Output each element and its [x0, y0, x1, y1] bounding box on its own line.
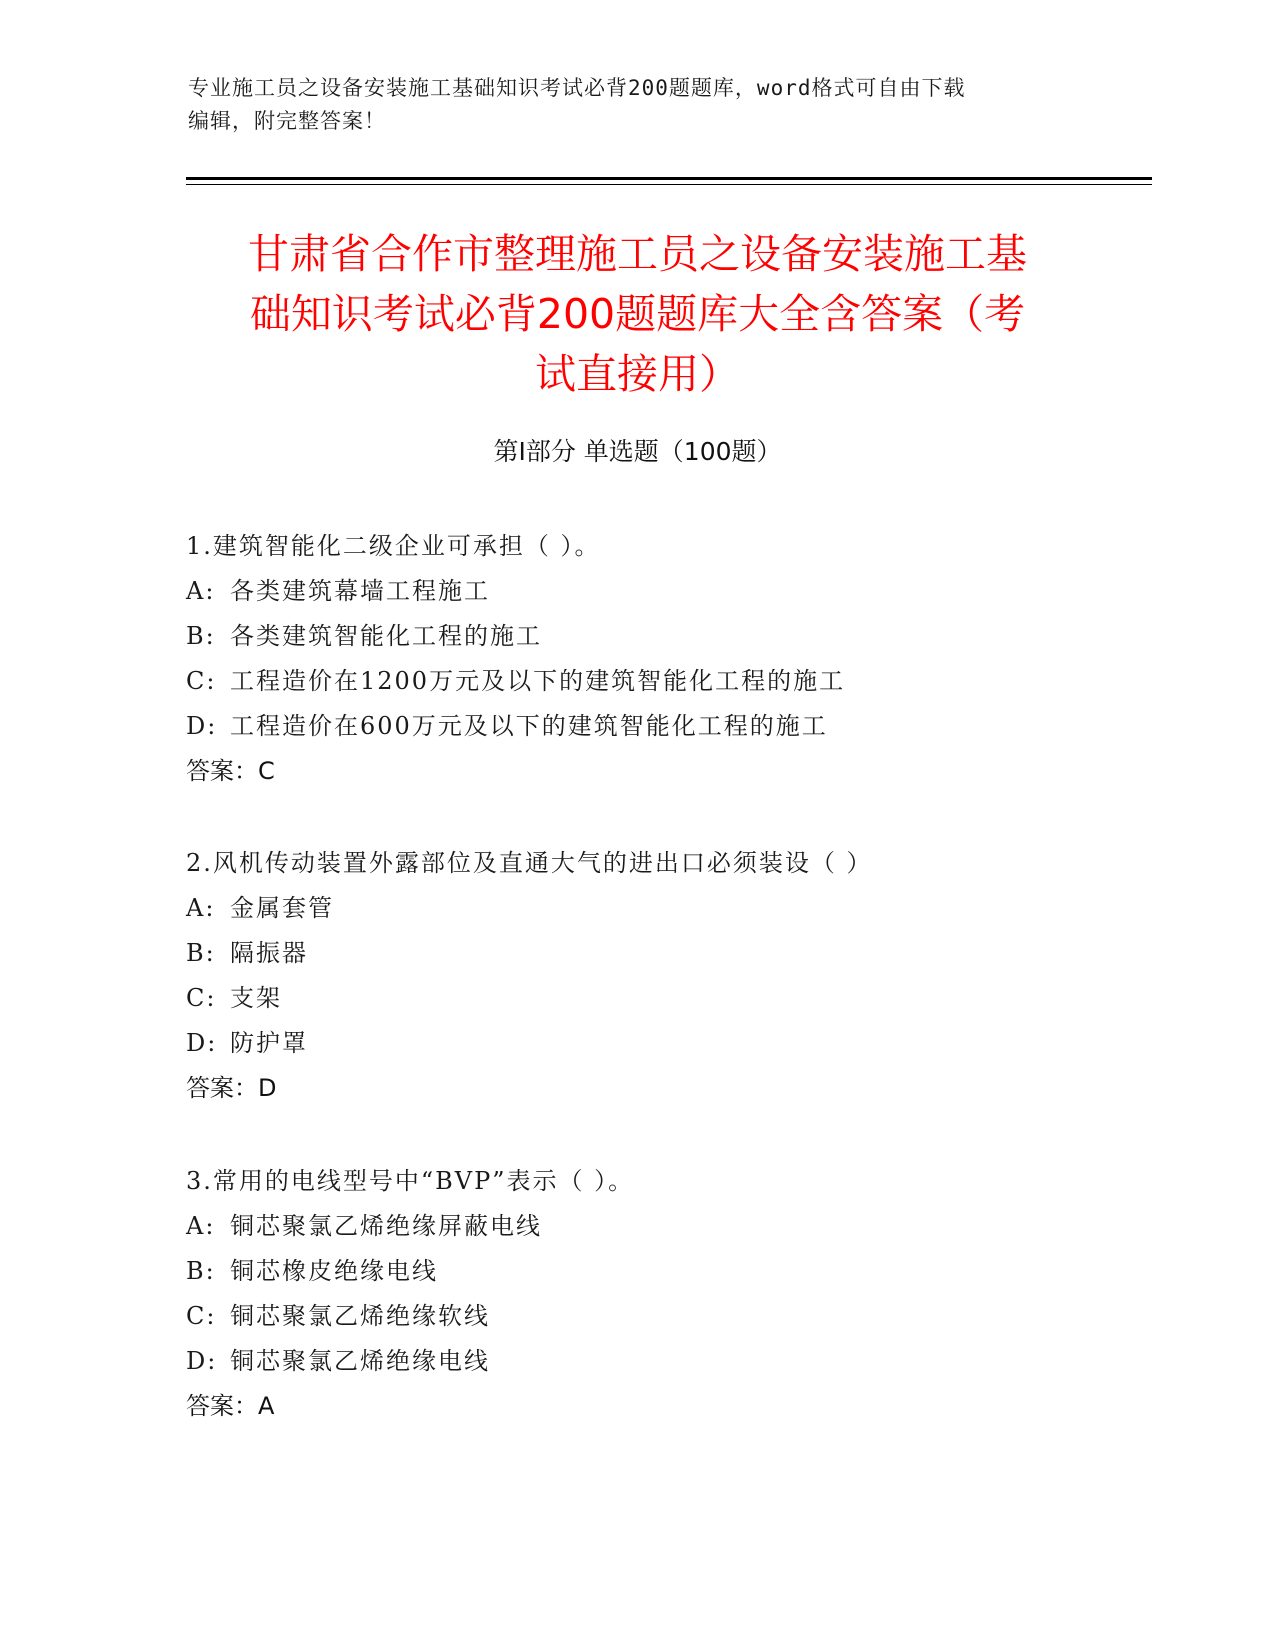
document-title [150, 224, 1125, 404]
question-1 [186, 524, 1146, 794]
option-a [186, 1204, 1146, 1249]
option-c [186, 1294, 1146, 1339]
title-line-3: 试直接用） [535, 350, 740, 398]
title-line-1: 甘肃省合作市整理施工员之设备安装施工基 [248, 230, 1027, 278]
option-text: 金属套管 [230, 894, 334, 922]
option-letter: A: [186, 894, 216, 922]
option-text: 工程造价在1200万元及以下的建筑智能化工程的施工 [230, 667, 846, 695]
title-line-2: 础知识考试必背200题题库大全含答案（考 [249, 290, 1026, 338]
option-d [186, 704, 1146, 749]
option-a [186, 569, 1146, 614]
option-b [186, 931, 1146, 976]
question-3 [186, 1159, 1146, 1429]
option-text: 铜芯聚氯乙烯绝缘电线 [230, 1347, 490, 1375]
option-letter: C: [186, 667, 217, 695]
option-a [186, 886, 1146, 931]
option-text: 铜芯橡皮绝缘电线 [230, 1257, 438, 1285]
option-text: 隔振器 [230, 939, 308, 967]
option-text: 工程造价在600万元及以下的建筑智能化工程的施工 [230, 712, 828, 740]
option-c [186, 659, 1146, 704]
option-text: 各类建筑智能化工程的施工 [230, 622, 542, 650]
option-letter: C: [186, 984, 217, 1012]
option-letter: D: [186, 712, 218, 740]
answer: 答案：C [186, 757, 275, 785]
section-heading: 第Ⅰ部分 单选题（100题） [493, 437, 782, 466]
question-2 [186, 841, 1146, 1111]
option-letter: A: [186, 1212, 216, 1240]
question-stem: 3.常用的电线型号中“BVP”表示（ ）。 [186, 1167, 635, 1195]
option-text: 防护罩 [230, 1029, 308, 1057]
option-letter: B: [186, 622, 216, 650]
option-text: 铜芯聚氯乙烯绝缘软线 [230, 1302, 490, 1330]
option-d [186, 1021, 1146, 1066]
header-note-line-2: 编辑，附完整答案！ [188, 109, 386, 133]
option-letter: D: [186, 1347, 218, 1375]
option-letter: D: [186, 1029, 218, 1057]
option-letter: C: [186, 1302, 217, 1330]
header-note-line-1: 专业施工员之设备安装施工基础知识考试必背200题题库，word格式可自由下载 [188, 76, 966, 100]
header-rule-thin [186, 184, 1152, 185]
option-letter: A: [186, 577, 216, 605]
header-note [188, 72, 1088, 138]
option-text: 各类建筑幕墙工程施工 [230, 577, 490, 605]
option-d [186, 1339, 1146, 1384]
answer: 答案：A [186, 1392, 275, 1420]
answer: 答案：D [186, 1074, 277, 1102]
option-b [186, 1249, 1146, 1294]
question-stem: 1.建筑智能化二级企业可承担（ ）。 [186, 532, 601, 560]
option-letter: B: [186, 939, 216, 967]
option-letter: B: [186, 1257, 216, 1285]
option-text: 铜芯聚氯乙烯绝缘屏蔽电线 [230, 1212, 542, 1240]
question-stem: 2.风机传动装置外露部位及直通大气的进出口必须装设（ ） [186, 849, 873, 877]
option-b [186, 614, 1146, 659]
header-rule-thick [186, 177, 1152, 180]
option-c [186, 976, 1146, 1021]
option-text: 支架 [230, 984, 282, 1012]
